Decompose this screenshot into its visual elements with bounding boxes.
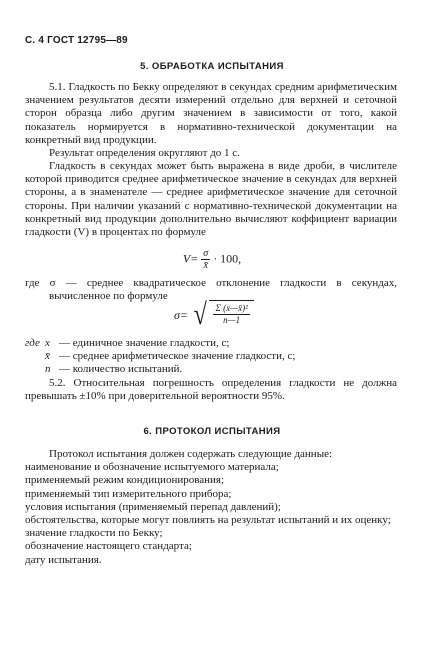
protocol-item: значение гладкости по Бекку;	[25, 527, 163, 540]
defs-prefix: где	[25, 337, 40, 349]
paragraph-5-1: 5.1. Гладкость по Бекку определяют в секундах средним арифметическим значением результатов десяти измерений отдельно для верхней и сеточной сторон образца либо другим значением в зависимости от того, какой показатель нормируется в нормативно-технической документации на конкретный вид продукции.	[25, 81, 397, 146]
sqrt-sign: √	[193, 298, 207, 331]
protocol-item: дату испытания.	[25, 553, 102, 566]
sqrt-body	[209, 300, 253, 326]
protocol-list	[25, 448, 397, 567]
section-5-paragraph-1	[25, 81, 397, 160]
paragraph-5-2: 5.2. Относительная погрешность определения гладкости не должна превышать ±10% при доверительной вероятности 95%.	[25, 376, 397, 402]
formula-2-denominator: n—1	[223, 315, 241, 325]
definition-symbol: x̄	[45, 350, 50, 363]
formula-1-fraction	[201, 248, 210, 271]
definition-text: — среднее арифметическое значение гладкости, с;	[59, 350, 296, 363]
protocol-item: обозначение настоящего стандарта;	[25, 540, 192, 553]
definition-text: — единичное значение гладкости, с;	[59, 337, 230, 349]
paragraph-rounding: Результат определения округляют до 1 с.	[49, 147, 240, 160]
protocol-item: обстоятельства, которые могут повлиять на результат испытаний и их оценку;	[25, 514, 391, 527]
protocol-item: применяемый режим кондиционирования;	[25, 474, 225, 487]
definition-row	[25, 350, 397, 363]
formula-2-fraction	[213, 303, 249, 326]
section-6-title: 6. ПРОТОКОЛ ИСПЫТАНИЯ	[143, 426, 281, 437]
section-5-title: 5. ОБРАБОТКА ИСПЫТАНИЯ	[140, 61, 284, 72]
protocol-item: применяемый тип измерительного прибора;	[25, 487, 232, 500]
formula-1-lhs: V=	[182, 251, 199, 266]
variable-definitions	[25, 337, 397, 403]
formula-variation-coefficient	[0, 248, 424, 271]
formula-1-rhs: · 100,	[213, 251, 242, 266]
protocol-item: условия испытания (применяемый перепад давлений);	[25, 500, 281, 513]
protocol-item: наименование и обозначение испытуемого материала;	[25, 461, 279, 474]
definition-row	[25, 337, 397, 350]
formula-1-denominator: x̄	[203, 260, 208, 271]
page-header: С. 4 ГОСТ 12795—89	[25, 35, 128, 46]
formula-1-numerator: σ	[203, 248, 209, 259]
paragraph-fraction: Гладкость в секундах может быть выражена в виде дроби, в числителе которой приводится среднее арифметическое значение в секундах для верхней стороны, а в знаменателе — среднее арифметическое значение для сеточной стороны. При наличии указаний с нормативно-технической документации на конкретный вид продукции дополнительно вычисляют коффициент вариации гладкости (V) в процентах по формуле	[25, 160, 397, 239]
where-sigma: где σ — среднее квадратическое отклонение гладкости в секундах, вычисленное по формуле	[25, 277, 397, 303]
section-5-paragraph-3	[25, 160, 397, 239]
definition-text: — количество испытаний.	[59, 363, 183, 376]
formula-2-lhs: σ=	[174, 307, 189, 322]
formula-2-numerator: Σ (x—x̄)²	[215, 303, 248, 313]
definition-symbol: n	[45, 363, 51, 376]
formula-standard-deviation	[174, 300, 254, 330]
definition-spacer	[25, 363, 45, 376]
definition-row	[25, 363, 397, 376]
protocol-intro: Протокол испытания должен содержать следующие данные:	[49, 448, 333, 460]
definition-spacer	[25, 350, 45, 363]
definition-symbol: x	[45, 337, 50, 349]
